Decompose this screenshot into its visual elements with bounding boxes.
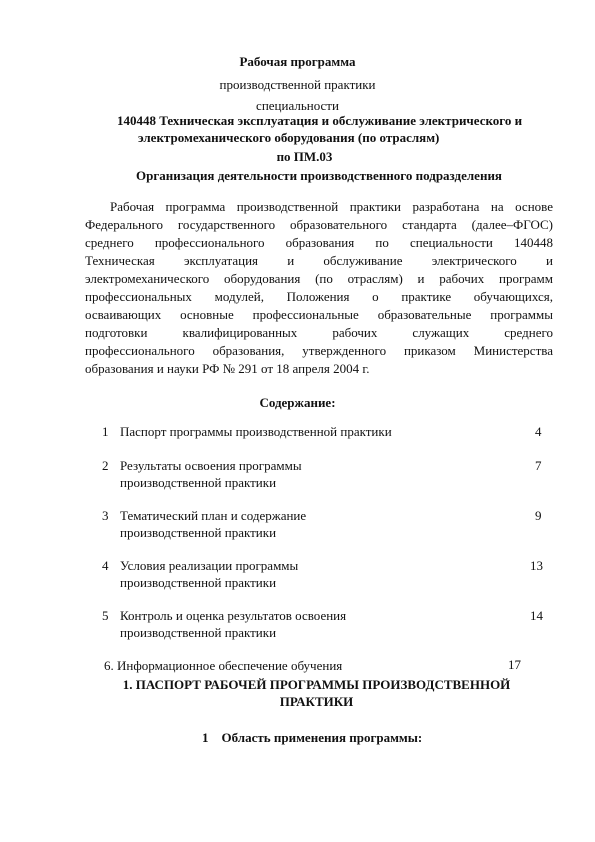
- contents-item-number: 3: [102, 508, 109, 523]
- contents-item-label-cont: производственной практики: [120, 625, 277, 640]
- contents-item-label-cont: производственной практики: [120, 575, 277, 590]
- intro-line: профессиональных модулей, Положения о практике обучающихся,: [85, 289, 553, 304]
- contents-item-label: 6. Информационное обеспечение обучения: [104, 658, 343, 673]
- contents-item-label: Результаты освоения программы: [120, 458, 302, 473]
- module-name: Организация деятельности производственного подразделения: [136, 168, 502, 183]
- intro-line: среднего профессионального образования по специальности 140448: [85, 235, 553, 250]
- contents-title: Содержание:: [259, 395, 336, 410]
- contents-item-page: 13: [530, 558, 543, 573]
- contents-item-number: 1: [102, 424, 109, 439]
- section-title: 1. ПАСПОРТ РАБОЧЕЙ ПРОГРАММЫ ПРОИЗВОДСТВЕННОЙ: [122, 677, 511, 692]
- contents-item-number: 2: [102, 458, 109, 473]
- specialty-name-line: электромеханического оборудования (по отраслям): [138, 130, 440, 145]
- contents-item-label-cont: производственной практики: [120, 475, 277, 490]
- intro-line: Федерального государственного образовательного стандарта (далее–ФГОС): [85, 217, 553, 232]
- module-code: по ПМ.03: [276, 149, 333, 164]
- intro-line: Рабочая программа производственной практики разработана на основе: [110, 199, 553, 214]
- contents-item-number: 4: [102, 558, 109, 573]
- contents-item-label: Паспорт программы производственной практики: [120, 424, 392, 439]
- intro-line: профессионального образования, утвержденного приказом Министерства: [85, 343, 553, 358]
- intro-line: образования и науки РФ № 291 от 18 апреля 2004 г.: [85, 361, 370, 376]
- contents-item-page: 17: [508, 657, 521, 672]
- intro-line: электромеханического оборудования (по отраслям) и рабочих программ: [85, 271, 553, 286]
- intro-line: подготовки квалифицированных рабочих служащих среднего: [85, 325, 553, 340]
- contents-item-page: 9: [535, 508, 542, 523]
- intro-line: осваивающих основные профессиональные образовательные программы: [85, 307, 553, 322]
- doc-title: Рабочая программа: [239, 54, 356, 69]
- contents-item-label-cont: производственной практики: [120, 525, 277, 540]
- contents-item-number: 5: [102, 608, 109, 623]
- intro-line: Техническая эксплуатация и обслуживание электрического и: [85, 253, 553, 268]
- contents-item-page: 7: [535, 458, 542, 473]
- contents-item-page: 4: [535, 424, 542, 439]
- section-title-cont: ПРАКТИКИ: [279, 694, 354, 709]
- doc-subtitle-practice: производственной практики: [219, 77, 376, 92]
- subsection-title: 1 Область применения программы:: [202, 730, 423, 745]
- contents-item-page: 14: [530, 608, 543, 623]
- contents-item-label: Контроль и оценка результатов освоения: [120, 608, 347, 623]
- contents-item-label: Тематический план и содержание: [120, 508, 307, 523]
- doc-subtitle-specialty: специальности: [256, 98, 339, 113]
- contents-item-label: Условия реализации программы: [120, 558, 299, 573]
- specialty-code-line: 140448 Техническая эксплуатация и обслуживание электрического и: [117, 113, 523, 128]
